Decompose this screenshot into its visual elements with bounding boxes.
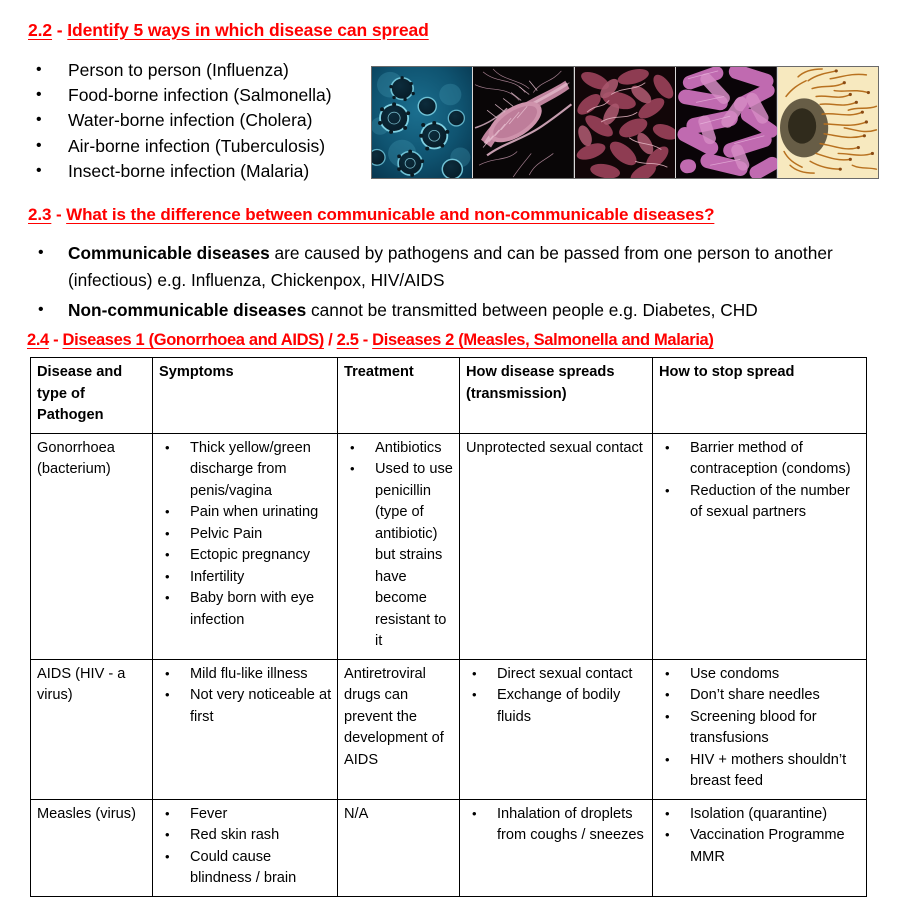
list-item: • Thick yellow/green discharge from penis/vagina xyxy=(159,438,332,503)
cell-transmission xyxy=(460,659,653,799)
heading-2-5-separator: - xyxy=(358,331,373,349)
column-header-transmission: How disease spreads (transmission) xyxy=(460,358,653,434)
list-item: • Baby born with eye infection xyxy=(159,588,332,631)
pathogen-image-strip xyxy=(371,66,879,179)
list-item-label: Food-borne infection (Salmonella) xyxy=(68,85,332,106)
cell-stop-spread xyxy=(653,433,867,659)
list-item: • Could cause blindness / brain xyxy=(159,847,332,890)
list-item-label: Person to person (Influenza) xyxy=(68,60,289,80)
cell-symptoms xyxy=(153,433,338,659)
parasite-micrograph xyxy=(778,67,878,178)
list-item: • Use condoms xyxy=(659,664,861,686)
table-header-row xyxy=(31,358,867,434)
table-row xyxy=(31,659,867,799)
stop-spread-list xyxy=(659,438,861,524)
heading-2-3 xyxy=(28,205,714,225)
column-header-stop-spread: How to stop spread xyxy=(653,358,867,434)
list-item: • Mild flu-like illness xyxy=(159,664,332,686)
list-item: • Fever xyxy=(159,804,332,826)
column-header-symptoms: Symptoms xyxy=(153,358,338,434)
treatment-text: N/A xyxy=(344,805,369,822)
list-item-label: are caused by pathogens and can be passed from one person to another (infectious) e.g. Influenza, Chickenpox, HIV/AIDS xyxy=(68,243,833,290)
cell-stop-spread xyxy=(653,659,867,799)
list-item: • Antibiotics xyxy=(344,438,454,460)
list-item: • Ectopic pregnancy xyxy=(159,545,332,567)
list-item: • Not very noticeable at first xyxy=(159,685,332,728)
heading-2-4-title: Diseases 1 (Gonorrhoea and AIDS) xyxy=(62,331,324,349)
flagellated-bacterium-micrograph xyxy=(473,67,574,178)
list-item xyxy=(30,159,360,184)
list-item: • Don’t share needles xyxy=(659,685,861,707)
list-item xyxy=(30,58,360,83)
cell-disease-name: Measles (virus) xyxy=(31,799,153,896)
heading-mid-separator: / xyxy=(323,331,337,349)
heading-2-3-separator: - xyxy=(51,205,67,224)
list-item: • Reduction of the number of sexual partners xyxy=(659,481,861,524)
transmission-text: Unprotected sexual contact xyxy=(466,439,643,456)
list-item-emphasis: Communicable diseases xyxy=(68,243,270,263)
transmission-list xyxy=(466,804,647,847)
diseases-table xyxy=(30,357,867,897)
heading-2-4-separator: - xyxy=(48,331,63,349)
list-item-label: Insect-borne infection (Malaria) xyxy=(68,160,310,181)
heading-2-2-title: Identify 5 ways in which disease can spread xyxy=(67,20,429,40)
rod-bacteria-micrograph xyxy=(676,67,777,178)
heading-2-2-separator: - xyxy=(52,20,68,40)
list-item-label: Water-borne infection (Cholera) xyxy=(68,110,313,131)
stop-spread-list xyxy=(659,804,861,869)
treatment-text: Antiretroviral drugs can prevent the development of AIDS xyxy=(344,665,444,768)
list-item xyxy=(30,83,360,108)
list-item xyxy=(30,240,860,294)
heading-2-3-number: 2.3 xyxy=(28,205,52,224)
list-item-label: Air-borne infection (Tuberculosis) xyxy=(68,135,326,156)
list-item-label: cannot be transmitted between people e.g. Diabetes, CHD xyxy=(306,300,758,320)
cell-transmission xyxy=(460,799,653,896)
heading-2-3-title: What is the difference between communicable and non-communicable diseases? xyxy=(66,205,715,224)
communicable-diseases-list xyxy=(30,240,860,327)
cell-disease-name: Gonorrhoea (bacterium) xyxy=(31,433,153,659)
symptoms-list xyxy=(159,438,332,632)
heading-2-2 xyxy=(28,20,429,41)
heading-2-5-number: 2.5 xyxy=(336,331,359,349)
cell-treatment xyxy=(338,799,460,896)
list-item: • Isolation (quarantine) xyxy=(659,804,861,826)
symptoms-list xyxy=(159,664,332,729)
treatment-list xyxy=(344,438,454,653)
heading-2-4-2-5 xyxy=(27,331,714,350)
list-item: • Screening blood for transfusions xyxy=(659,707,861,750)
list-item xyxy=(30,297,860,324)
stop-spread-list xyxy=(659,664,861,793)
curved-bacteria-micrograph xyxy=(575,67,676,178)
list-item: • Infertility xyxy=(159,567,332,589)
list-item: • HIV + mothers shouldn’t breast feed xyxy=(659,750,861,793)
list-item: • Used to use penicillin (type of antibiotic) but strains have become resistant to it xyxy=(344,459,454,653)
list-item: • Pain when urinating xyxy=(159,502,332,524)
virus-particles-micrograph xyxy=(372,67,473,178)
cell-symptoms xyxy=(153,659,338,799)
symptoms-list xyxy=(159,804,332,890)
cell-treatment xyxy=(338,659,460,799)
cell-symptoms xyxy=(153,799,338,896)
list-item: • Direct sexual contact xyxy=(466,664,647,686)
table-row xyxy=(31,799,867,896)
column-header-treatment: Treatment xyxy=(338,358,460,434)
cell-stop-spread xyxy=(653,799,867,896)
column-header-disease: Disease and type of Pathogen xyxy=(31,358,153,434)
list-item xyxy=(30,134,360,159)
list-item: • Pelvic Pain xyxy=(159,524,332,546)
cell-treatment xyxy=(338,433,460,659)
list-item: • Vaccination Programme MMR xyxy=(659,825,861,868)
list-item-emphasis: Non-communicable diseases xyxy=(68,300,307,320)
cell-disease-name: AIDS (HIV - a virus) xyxy=(31,659,153,799)
list-item: • Inhalation of droplets from coughs / sneezes xyxy=(466,804,647,847)
heading-2-5-title: Diseases 2 (Measles, Salmonella and Malaria) xyxy=(372,331,714,349)
transmission-list xyxy=(466,664,647,729)
list-item: • Exchange of bodily fluids xyxy=(466,685,647,728)
table-row xyxy=(31,433,867,659)
list-item: • Red skin rash xyxy=(159,825,332,847)
list-item xyxy=(30,108,360,133)
heading-2-2-number: 2.2 xyxy=(28,20,53,40)
cell-transmission xyxy=(460,433,653,659)
heading-2-4-number: 2.4 xyxy=(27,331,49,349)
list-item: • Barrier method of contraception (condoms) xyxy=(659,438,861,481)
disease-spread-list xyxy=(30,58,360,184)
